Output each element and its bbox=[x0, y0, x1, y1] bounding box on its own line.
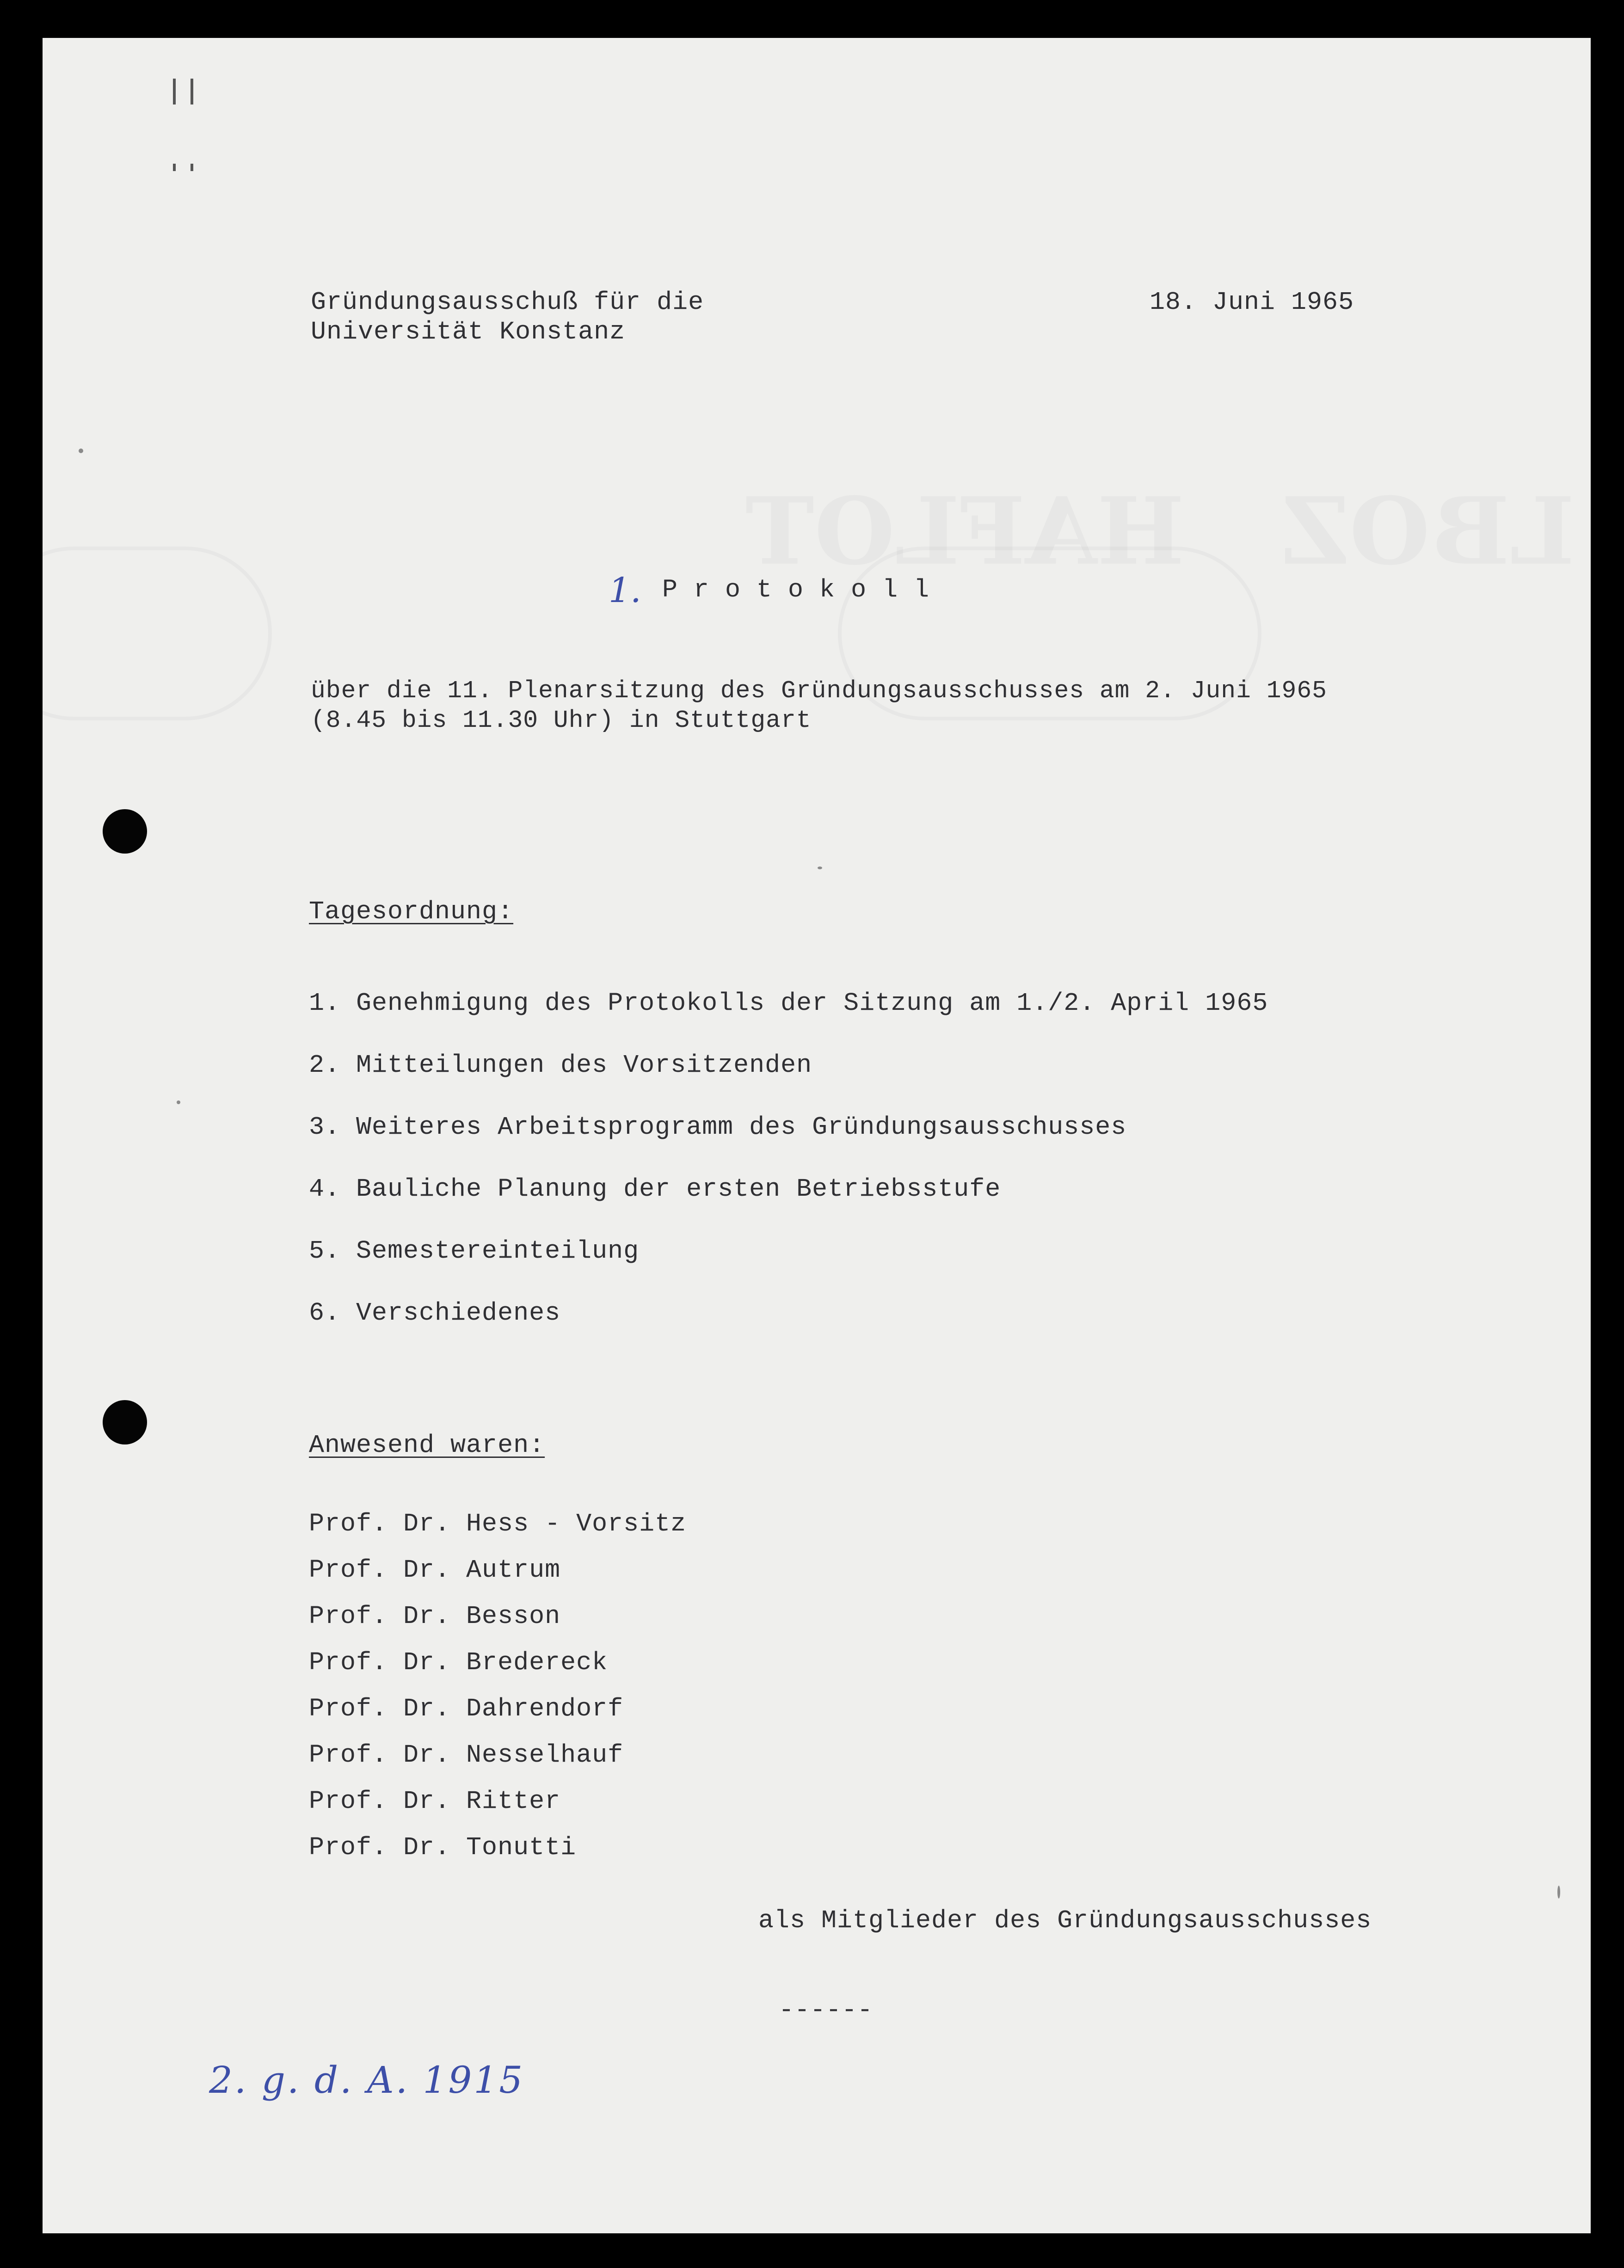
staple-mark bbox=[191, 79, 193, 104]
attendee-name: Prof. Dr. Dahrendorf bbox=[309, 1694, 624, 1723]
paper-speck bbox=[177, 1100, 180, 1104]
attendee-name: Prof. Dr. Besson bbox=[309, 1602, 561, 1631]
agenda-item: 4. Bauliche Planung der ersten Betriebsstufe bbox=[309, 1174, 1001, 1204]
attendee-name: Prof. Dr. Ritter bbox=[309, 1787, 561, 1816]
agenda-item: 6. Verschiedenes bbox=[309, 1298, 561, 1328]
paper-speck bbox=[818, 867, 822, 869]
handwritten-protocol-number: 1. bbox=[609, 571, 641, 610]
end-separator: ------ bbox=[779, 1996, 874, 2025]
bleed-through-text: LBOZ bbox=[1282, 477, 1575, 586]
attendee-name: Prof. Dr. Tonutti bbox=[309, 1833, 577, 1862]
institution-line-1: Gründungsausschuß für die bbox=[311, 288, 704, 317]
bleed-through-text: HAFLOT bbox=[745, 477, 1185, 586]
agenda-item: 2. Mitteilungen des Vorsitzenden bbox=[309, 1051, 812, 1080]
handwritten-archive-note: 2. g. d. A. 1915 bbox=[209, 2059, 525, 2102]
subtitle-line-2: (8.45 bis 11.30 Uhr) in Stuttgart bbox=[311, 707, 812, 734]
agenda-item: 5. Semestereinteilung bbox=[309, 1236, 640, 1266]
attendee-name: Prof. Dr. Nesselhauf bbox=[309, 1740, 624, 1770]
agenda-heading: Tagesordnung: bbox=[309, 897, 514, 926]
attendees-note: als Mitglieder des Gründungsausschusses bbox=[758, 1906, 1372, 1935]
agenda-item: 3. Weiteres Arbeitsprogramm des Gründungsausschusses bbox=[309, 1112, 1127, 1142]
subtitle-line-1: über die 11. Plenarsitzung des Gründungsausschusses am 2. Juni 1965 bbox=[311, 677, 1327, 705]
agenda-item: 1. Genehmigung des Protokolls der Sitzung am 1./2. April 1965 bbox=[309, 989, 1268, 1018]
staple-mark bbox=[173, 164, 176, 171]
staple-mark bbox=[191, 164, 193, 171]
document-date: 18. Juni 1965 bbox=[1150, 288, 1354, 317]
attendee-name: Prof. Dr. Bredereck bbox=[309, 1648, 608, 1677]
paper-speck bbox=[79, 449, 83, 453]
attendee-name: Prof. Dr. Hess - Vorsitz bbox=[309, 1509, 687, 1538]
document-title: P r o t o k o l l bbox=[662, 575, 930, 604]
staple-mark bbox=[173, 79, 176, 104]
document-page bbox=[43, 38, 1591, 2233]
punch-hole bbox=[103, 1400, 147, 1444]
institution-line-2: Universität Konstanz bbox=[311, 317, 626, 346]
bleed-through-oval bbox=[43, 547, 272, 720]
attendees-heading: Anwesend waren: bbox=[309, 1431, 545, 1460]
punch-hole bbox=[103, 809, 147, 854]
attendee-name: Prof. Dr. Autrum bbox=[309, 1555, 561, 1585]
paper-speck bbox=[1557, 1886, 1560, 1899]
